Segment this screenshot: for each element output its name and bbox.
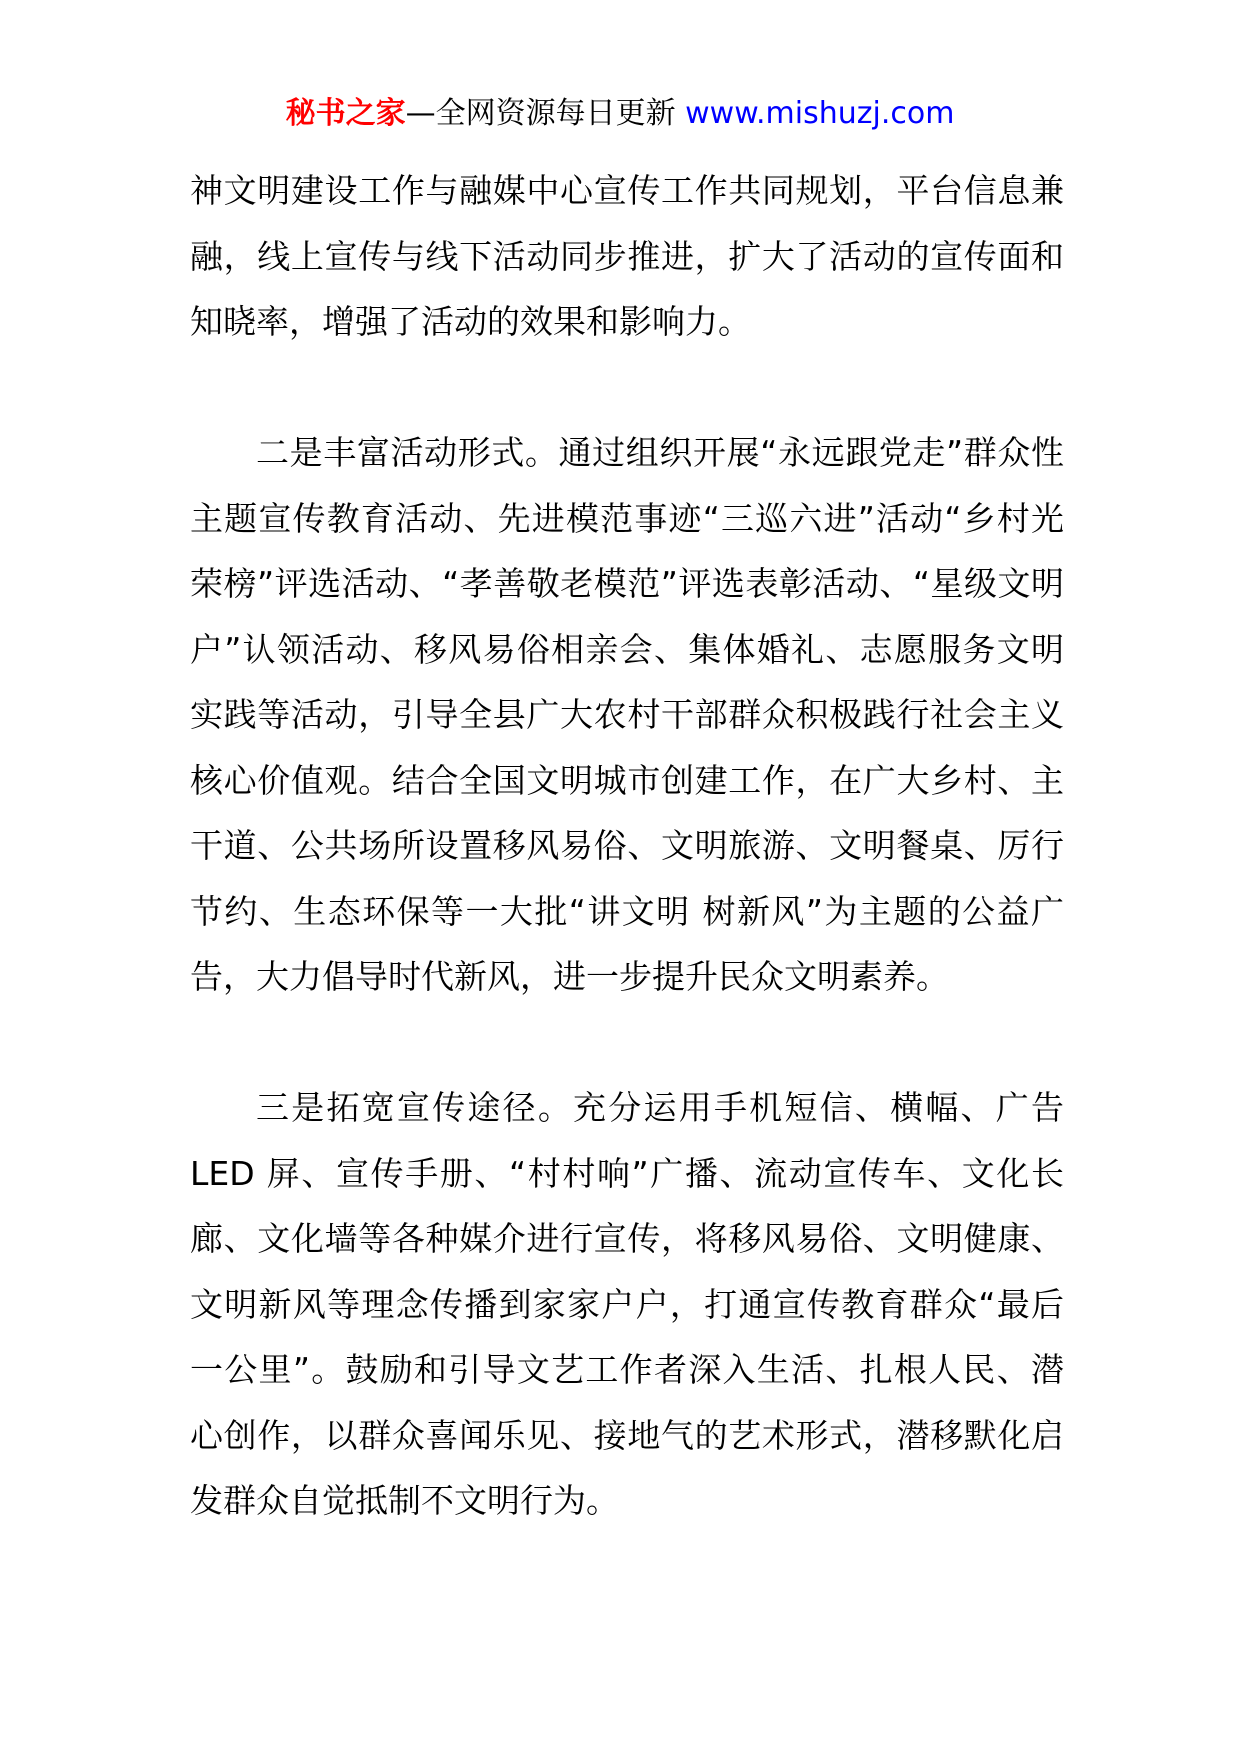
- site-slogan: —全网资源每日更新: [405, 96, 686, 131]
- site-url-link[interactable]: www.mishuzj.com: [685, 96, 955, 131]
- paragraph-activity-forms: 二是丰富活动形式。通过组织开展“永远跟党走”群众性主题宣传教育活动、先进模范事迹“三巡六进”活动“乡村光荣榜”评选活动、“孝善敬老模范”评选表彰活动、“星级文明户”认领活动、移风易俗相亲会、集体婚礼、志愿服务文明实践等活动，引导全县广大农村干部群众积极践行社会主义核心价值观。结合全国文明城市创建工作，在广大乡村、主干道、公共场所设置移风易俗、文明旅游、文明餐桌、厉行节约、生态环保等一大批“讲文明 树新风”为主题的公益广告，大力倡导时代新风，进一步提升民众文明素养。: [190, 433, 1064, 996]
- paragraph-publicity-channels: 三是拓宽宣传途径。充分运用手机短信、横幅、广告 LED 屏、宣传手册、“村村响”广播、流动宣传车、文化长廊、文化墙等各种媒介进行宣传，将移风易俗、文明健康、文明新风等理念传播到家家户户，打通宣传教育群众“最后一公里”。鼓励和引导文艺工作者深入生活、扎根人民、潜心创作，以群众喜闻乐见、接地气的艺术形式，潜移默化启发群众自觉抵制不文明行为。: [190, 1088, 1064, 1520]
- paragraph-continuation: 神文明建设工作与融媒中心宣传工作共同规划，平台信息兼融，线上宣传与线下活动同步推进，扩大了活动的宣传面和知晓率，增强了活动的效果和影响力。: [190, 171, 1064, 341]
- site-brand: 秘书之家: [285, 96, 406, 131]
- document-body: [190, 158, 1064, 1534]
- page-header: [0, 92, 1240, 136]
